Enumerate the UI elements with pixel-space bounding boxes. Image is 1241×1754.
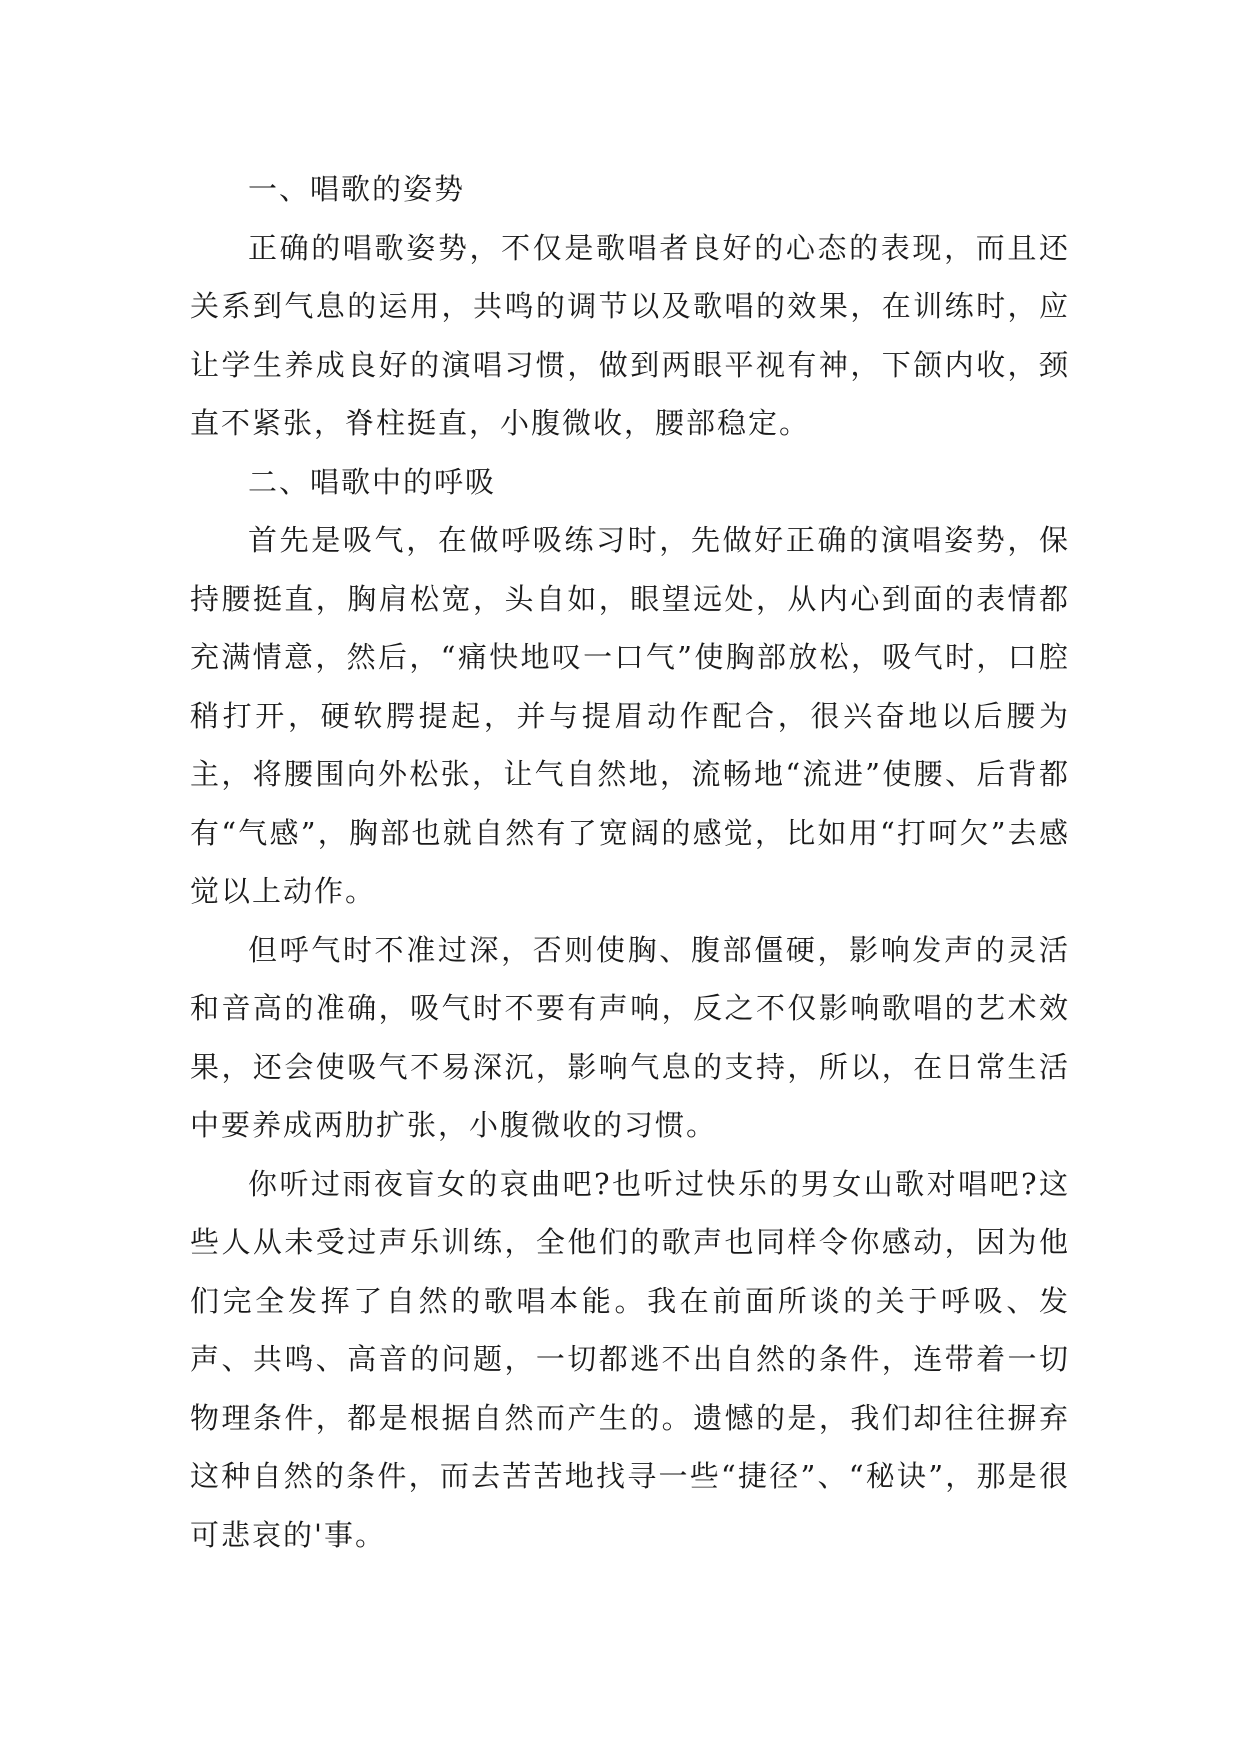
document-body [190,160,1070,1564]
section-heading-breathing: 二、唱歌中的呼吸 [248,464,497,499]
section-heading-posture: 一、唱歌的姿势 [248,172,466,206]
paragraph-natural-singing: 你听过雨夜盲女的哀曲吧?也听过快乐的男女山歌对唱吧?这些人从未受过声乐训练，全他们的歌声也同样令你感动，因为他们完全发挥了自然的歌唱本能。我在前面所谈的关于呼吸、发声、共鸣、高音的问题，一切都逃不出自然的条件，连带着一切物理条件，都是根据自然而产生的。遗憾的是，我们却往往摒弃这种自然的条件，而去苦苦地找寻一些“捷径”、“秘诀”，那是很可悲哀的'事。 [190,1166,1070,1552]
paragraph-inhale: 首先是吸气，在做呼吸练习时，先做好正确的演唱姿势，保持腰挺直，胸肩松宽，头自如，眼望远处，从内心到面的表情都充满情意，然后，“痛快地叹一口气”使胸部放松，吸气时，口腔稍打开，硬软腭提起，并与提眉动作配合，很兴奋地以后腰为主，将腰围向外松张，让气自然地，流畅地“流进”使腰、后背都有“气感”，胸部也就自然有了宽阔的感觉，比如用“打呵欠”去感觉以上动作。 [190,523,1070,908]
paragraph-posture: 正确的唱歌姿势，不仅是歌唱者良好的心态的表现，而且还关系到气息的运用，共鸣的调节以及歌唱的效果，在训练时，应让学生养成良好的演唱习惯，做到两眼平视有神，下颌内收，颈直不紧张，脊柱挺直，小腹微收，腰部稳定。 [190,230,1070,440]
paragraph-exhale: 但呼气时不准过深，否则使胸、腹部僵硬，影响发声的灵活和音高的准确，吸气时不要有声响，反之不仅影响歌唱的艺术效果，还会使吸气不易深沉，影响气息的支持，所以，在日常生活中要养成两肋扩张，小腹微收的习惯。 [190,932,1070,1142]
